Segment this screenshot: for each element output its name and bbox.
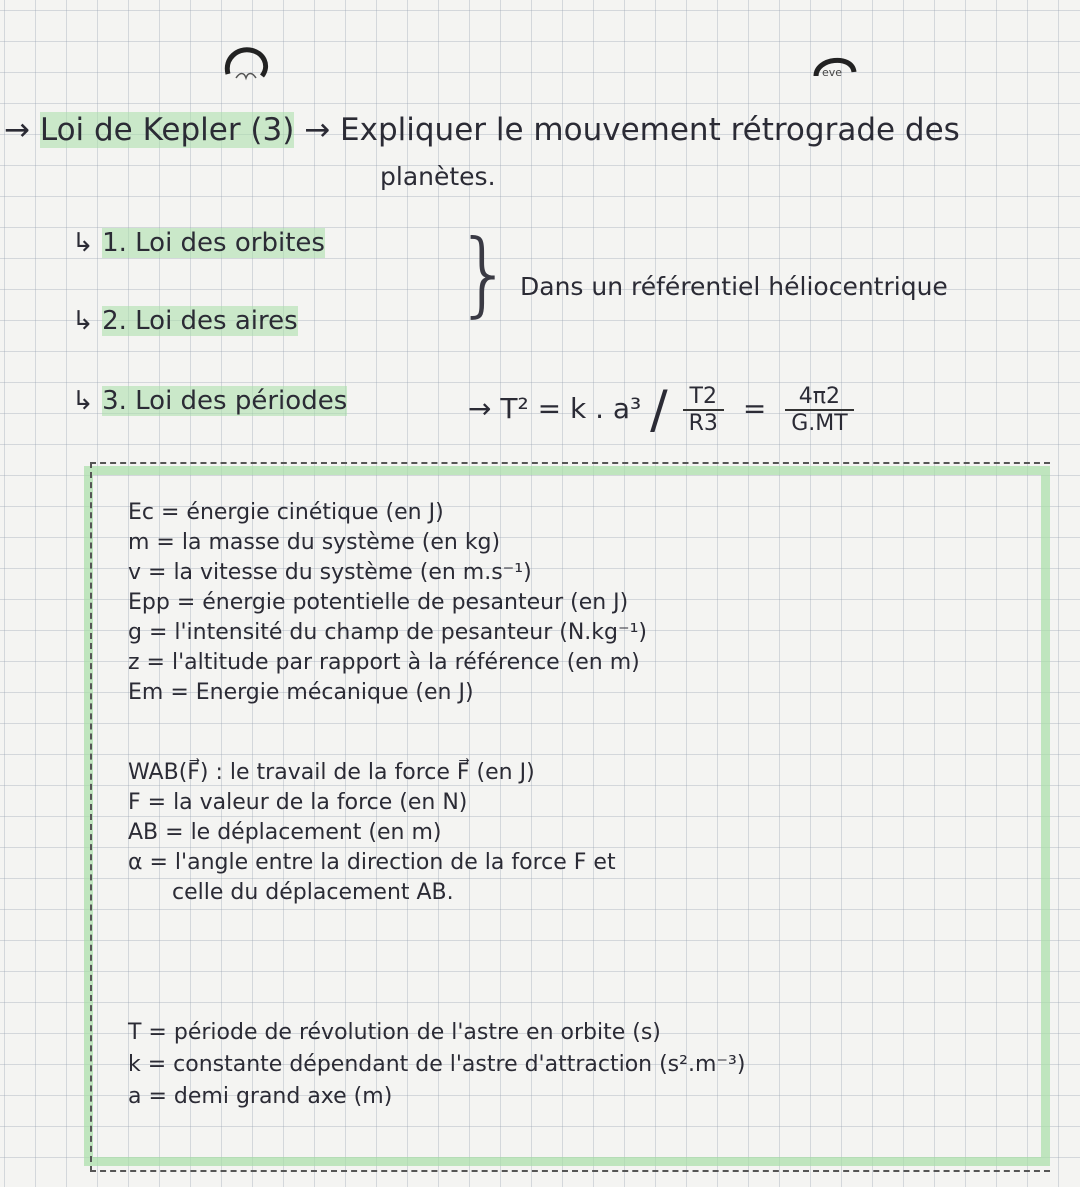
def-line: z = l'altitude par rapport à la référence (en m) [128,650,640,675]
task-text: Expliquer le mouvement rétrograde des [340,112,960,148]
eve-badge-icon [812,52,858,82]
def-line: α = l'angle entre la direction de la force F et [128,850,616,875]
svg-text:eve: eve [822,66,843,79]
logo-circle-icon [222,44,272,90]
def-line: AB = le déplacement (en m) [128,820,442,845]
def-line: k = constante dépendant de l'astre d'attraction (s².m⁻³) [128,1052,746,1077]
def-line: g = l'intensité du champ de pesanteur (N.kg⁻¹) [128,620,648,645]
law-label: 2. Loi des aires [102,306,298,336]
fraction-denominator: G.MT [791,411,848,436]
task-continuation: planètes. [380,162,496,191]
law-prefix: ↳ [72,228,94,258]
kepler-formula [468,380,854,440]
box-dashed-bottom [90,1170,1050,1172]
formula-equals: = [742,392,767,425]
formula-arrow: → [468,392,492,425]
def-line: m = la masse du système (en kg) [128,530,501,555]
law-label: 3. Loi des périodes [102,386,348,416]
fraction-numerator: T2 [683,384,724,411]
formula-main: T² = k . a³ [500,392,642,425]
def-line: F = la valeur de la force (en N) [128,790,468,815]
law-areas [72,306,298,336]
def-line: Em = Energie mécanique (en J) [128,680,474,705]
law-periods [72,386,347,416]
def-line: WAB(F⃗) : le travail de la force F⃗ (en J) [128,760,535,785]
title-row [4,112,960,148]
fraction-numerator: 4π2 [785,384,853,411]
formula-fraction-2 [785,384,853,436]
task-arrow: → [304,112,331,148]
page-title: Loi de Kepler (3) [39,112,295,148]
def-line: v = la vitesse du système (en m.s⁻¹) [128,560,532,585]
law-prefix: ↳ [72,386,94,416]
def-line: celle du déplacement AB. [172,880,454,905]
def-line: Epp = énergie potentielle de pesanteur (en J) [128,590,629,615]
def-line: Ec = énergie cinétique (en J) [128,500,444,525]
fraction-denominator: R3 [688,411,718,436]
formula-slash: / [650,380,668,440]
brace: } [455,220,514,327]
law-prefix: ↳ [72,306,94,336]
box-dashed-left [90,462,92,1172]
formula-fraction-1 [683,384,724,436]
def-line: a = demi grand axe (m) [128,1084,393,1109]
def-line: T = période de révolution de l'astre en orbite (s) [128,1020,661,1045]
box-dashed-top [90,462,1050,464]
title-arrow: → [4,112,30,148]
law-label: 1. Loi des orbites [102,228,325,258]
referential-note: Dans un référentiel héliocentrique [520,272,948,301]
law-orbits [72,228,325,258]
